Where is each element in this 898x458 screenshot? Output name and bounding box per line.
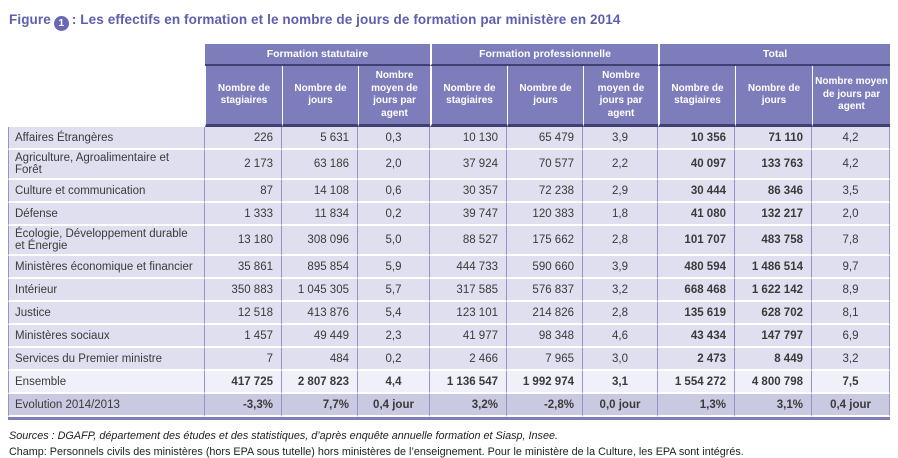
data-cell: 1 486 514 <box>735 256 812 279</box>
data-cell: 30 357 <box>430 180 507 203</box>
row-label: Ministères sociaux <box>8 325 205 348</box>
data-cell: 214 826 <box>507 302 583 325</box>
data-cell: -3,3% <box>205 394 282 417</box>
data-cell: 101 707 <box>658 226 735 256</box>
data-cell: 0,2 <box>358 203 430 226</box>
data-cell: 576 837 <box>507 279 583 302</box>
group-header: Total <box>658 44 890 66</box>
table-row <box>8 325 890 348</box>
data-cell: 5,4 <box>358 302 430 325</box>
data-cell: 5,7 <box>358 279 430 302</box>
data-cell: 2 173 <box>205 150 282 180</box>
table-row <box>8 226 890 256</box>
data-cell: 2,0 <box>812 203 890 226</box>
data-cell: 1 622 142 <box>735 279 812 302</box>
data-cell: 87 <box>205 180 282 203</box>
column-header: Nombre moyen de jours par agent <box>358 66 430 127</box>
footer-notes <box>9 430 890 458</box>
row-label: Intérieur <box>8 279 205 302</box>
data-cell: 123 101 <box>430 302 507 325</box>
data-cell: 14 108 <box>282 180 358 203</box>
data-cell: 133 763 <box>735 150 812 180</box>
champ-note: Champ: Personnels civils des ministères (hors EPA sous tutelle) hors ministères de l’enseignement. Pour le ministère de la Culture, les EPA sont intégrés. <box>9 446 744 458</box>
data-cell: 147 797 <box>735 325 812 348</box>
data-cell: 10 356 <box>658 127 735 150</box>
table-row <box>8 203 890 226</box>
data-cell: 590 660 <box>507 256 583 279</box>
figure-title <box>9 12 890 31</box>
data-cell: 413 876 <box>282 302 358 325</box>
data-cell: 3,5 <box>812 180 890 203</box>
data-cell: 37 924 <box>430 150 507 180</box>
data-cell: 4,4 <box>358 371 430 394</box>
data-cell: 5,0 <box>358 226 430 256</box>
data-cell: 71 110 <box>735 127 812 150</box>
formation-table <box>8 44 890 417</box>
data-cell: 5,9 <box>358 256 430 279</box>
data-cell: 40 097 <box>658 150 735 180</box>
data-cell: 70 577 <box>507 150 583 180</box>
figure-title-label: Figure <box>9 12 51 27</box>
data-cell: 30 444 <box>658 180 735 203</box>
table-row <box>8 256 890 279</box>
column-header: Nombre de stagiaires <box>205 66 282 127</box>
column-header: Nombre de jours <box>507 66 583 127</box>
data-cell: 72 238 <box>507 180 583 203</box>
data-cell: 7 <box>205 348 282 371</box>
data-cell: 444 733 <box>430 256 507 279</box>
column-header: Nombre de jours <box>735 66 812 127</box>
data-cell: 7 965 <box>507 348 583 371</box>
data-cell: 1 045 305 <box>282 279 358 302</box>
data-cell: 417 725 <box>205 371 282 394</box>
data-cell: 0,3 <box>358 127 430 150</box>
data-cell: 2,8 <box>583 226 658 256</box>
data-cell: 0,0 jour <box>583 394 658 417</box>
data-cell: 1,3% <box>658 394 735 417</box>
data-cell: 35 861 <box>205 256 282 279</box>
data-cell: 39 747 <box>430 203 507 226</box>
data-cell: 895 854 <box>282 256 358 279</box>
row-label: Défense <box>8 203 205 226</box>
data-cell: 0,6 <box>358 180 430 203</box>
data-cell: 2 807 823 <box>282 371 358 394</box>
row-label: Agriculture, Agroalimentaire et Forêt <box>8 150 205 180</box>
data-cell: 0,2 <box>358 348 430 371</box>
group-header-row <box>8 44 890 66</box>
data-cell: 3,9 <box>583 256 658 279</box>
corner-cell <box>8 44 205 66</box>
row-label: Services du Premier ministre <box>8 348 205 371</box>
row-label: Ensemble <box>8 371 205 394</box>
data-cell: 350 883 <box>205 279 282 302</box>
data-cell: 7,7% <box>282 394 358 417</box>
data-cell: 2,9 <box>583 180 658 203</box>
data-cell: 7,5 <box>812 371 890 394</box>
data-cell: 9,7 <box>812 256 890 279</box>
data-cell: 2,8 <box>583 302 658 325</box>
data-cell: 0,4 jour <box>812 394 890 417</box>
data-cell: 8 449 <box>735 348 812 371</box>
data-cell: 8,1 <box>812 302 890 325</box>
corner-cell <box>8 66 205 127</box>
data-cell: -2,8% <box>507 394 583 417</box>
data-cell: 3,1% <box>735 394 812 417</box>
row-label: Justice <box>8 302 205 325</box>
data-cell: 41 977 <box>430 325 507 348</box>
column-header: Nombre moyen de jours par agent <box>583 66 658 127</box>
data-cell: 11 834 <box>282 203 358 226</box>
data-cell: 317 585 <box>430 279 507 302</box>
figure-number-badge: 1 <box>54 16 69 31</box>
data-cell: 132 217 <box>735 203 812 226</box>
data-cell: 226 <box>205 127 282 150</box>
data-cell: 41 080 <box>658 203 735 226</box>
data-cell: 1 136 547 <box>430 371 507 394</box>
data-cell: 98 348 <box>507 325 583 348</box>
row-label: Ministères économique et financier <box>8 256 205 279</box>
group-header: Formation professionnelle <box>430 44 658 66</box>
table-row <box>8 348 890 371</box>
column-header: Nombre de jours <box>282 66 358 127</box>
data-cell: 668 468 <box>658 279 735 302</box>
column-header: Nombre de stagiaires <box>430 66 507 127</box>
row-label: Affaires Étrangères <box>8 127 205 150</box>
figure-title-text: : Les effectifs en formation et le nombre de jours de formation par ministère en 2014 <box>71 12 621 27</box>
data-cell: 3,2 <box>583 279 658 302</box>
data-cell: 49 449 <box>282 325 358 348</box>
data-cell: 86 346 <box>735 180 812 203</box>
table-bottom-rule <box>8 417 890 420</box>
table-row <box>8 279 890 302</box>
table-row <box>8 371 890 394</box>
data-cell: 2,3 <box>358 325 430 348</box>
row-label: Écologie, Développement durable et Énergie <box>8 226 205 256</box>
data-cell: 628 702 <box>735 302 812 325</box>
data-cell: 3,9 <box>583 127 658 150</box>
data-cell: 10 130 <box>430 127 507 150</box>
data-cell: 7,8 <box>812 226 890 256</box>
data-cell: 3,2% <box>430 394 507 417</box>
table-row <box>8 302 890 325</box>
data-cell: 1 992 974 <box>507 371 583 394</box>
data-cell: 120 383 <box>507 203 583 226</box>
row-label: Culture et communication <box>8 180 205 203</box>
data-cell: 483 758 <box>735 226 812 256</box>
data-cell: 6,9 <box>812 325 890 348</box>
data-cell: 0,4 jour <box>358 394 430 417</box>
data-cell: 1,8 <box>583 203 658 226</box>
row-label: Evolution 2014/2013 <box>8 394 205 417</box>
data-cell: 2 473 <box>658 348 735 371</box>
data-cell: 484 <box>282 348 358 371</box>
data-cell: 4,2 <box>812 150 890 180</box>
data-cell: 2,0 <box>358 150 430 180</box>
data-cell: 1 554 272 <box>658 371 735 394</box>
data-cell: 135 619 <box>658 302 735 325</box>
data-cell: 4,2 <box>812 127 890 150</box>
data-cell: 4 800 798 <box>735 371 812 394</box>
data-cell: 12 518 <box>205 302 282 325</box>
column-header-row <box>8 66 890 127</box>
data-cell: 43 434 <box>658 325 735 348</box>
data-cell: 63 186 <box>282 150 358 180</box>
data-cell: 308 096 <box>282 226 358 256</box>
data-cell: 8,9 <box>812 279 890 302</box>
column-header: Nombre de stagiaires <box>658 66 735 127</box>
data-cell: 480 594 <box>658 256 735 279</box>
data-cell: 13 180 <box>205 226 282 256</box>
sources-note: Sources : DGAFP, département des études et des statistiques, d’après enquête annuelle formation et Siasp, Insee. <box>9 430 558 442</box>
data-cell: 175 662 <box>507 226 583 256</box>
group-header: Formation statutaire <box>205 44 430 66</box>
data-cell: 4,6 <box>583 325 658 348</box>
table-row <box>8 394 890 417</box>
data-cell: 1 333 <box>205 203 282 226</box>
data-cell: 3,2 <box>812 348 890 371</box>
data-cell: 2,2 <box>583 150 658 180</box>
data-cell: 3,0 <box>583 348 658 371</box>
data-cell: 2 466 <box>430 348 507 371</box>
data-cell: 65 479 <box>507 127 583 150</box>
column-header: Nombre moyen de jours par agent <box>812 66 890 127</box>
table-row <box>8 150 890 180</box>
data-cell: 5 631 <box>282 127 358 150</box>
table-row <box>8 127 890 150</box>
data-cell: 3,1 <box>583 371 658 394</box>
data-cell: 1 457 <box>205 325 282 348</box>
data-cell: 88 527 <box>430 226 507 256</box>
table-row <box>8 180 890 203</box>
